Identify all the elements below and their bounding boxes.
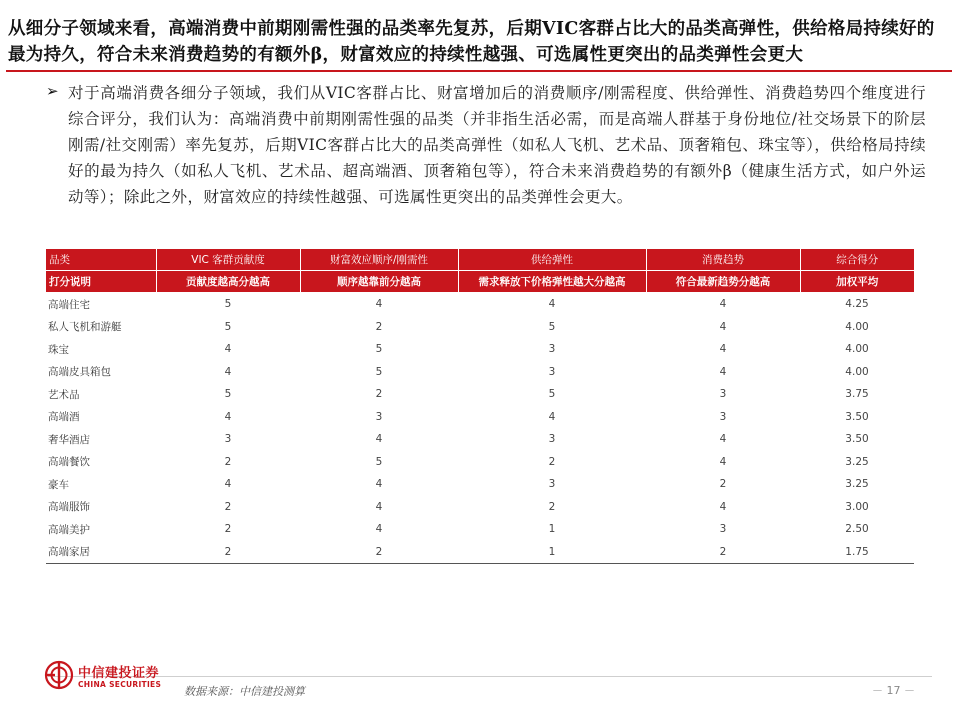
header-category: 品类 [46, 249, 156, 271]
subheader-wealth: 顺序越靠前分越高 [300, 271, 458, 293]
cell-category: 高端酒 [48, 411, 80, 424]
header-score: 综合得分 [800, 249, 914, 271]
subheader-trend: 符合最新趋势分越高 [646, 271, 800, 293]
cell-score: 3.25 [845, 478, 869, 491]
headline-divider [6, 70, 952, 72]
arrow-bullet-icon: ➢ [46, 82, 59, 100]
table-row [46, 338, 914, 361]
table-row [46, 451, 914, 474]
cell-vic: 5 [224, 298, 232, 311]
table-row [46, 361, 914, 384]
cell-vic: 5 [224, 388, 232, 401]
cell-trend: 2 [646, 541, 800, 564]
cell-category: 艺术品 [48, 388, 80, 401]
cell-wealth: 4 [375, 523, 383, 536]
cell-wealth: 4 [375, 298, 383, 311]
cell-wealth: 4 [375, 500, 383, 513]
cell-supply: 2 [548, 455, 556, 468]
cell-wealth: 4 [375, 478, 383, 491]
logo-english-name: CHINA SECURITIES [78, 680, 162, 689]
table-row [46, 541, 914, 564]
table-row [46, 496, 914, 519]
subheader-category: 打分说明 [46, 271, 156, 293]
cell-trend: 4 [719, 500, 727, 513]
logo-chinese-name: 中信建投证券 [78, 666, 160, 681]
cell-supply: 4 [548, 298, 556, 311]
cell-category: 高端家居 [46, 541, 156, 564]
cell-score: 4.00 [845, 365, 869, 378]
cell-supply: 4 [548, 410, 556, 423]
cell-score: 2.50 [845, 523, 869, 536]
page-number: － 17 － [872, 684, 915, 697]
bullet-paragraph [46, 80, 926, 210]
cell-trend: 3 [719, 410, 727, 423]
table-header-row [46, 249, 914, 271]
cell-vic: 4 [224, 343, 232, 356]
cell-vic: 4 [224, 365, 232, 378]
bullet-text: 对于高端消费各细分子领域，我们从VIC客群占比、财富增加后的消费顺序/刚需程度、供给弹性、消费趋势四个维度进行综合评分，我们认为：高端消费中前期刚需性强的品类（并非指生活必需，而是高端人群基于身份地位/社交场景下的阶层刚需/社交刚需）率先复苏，后期VIC客群占比大的品类高弹性（如私人飞机、艺术品、顶奢箱包、珠宝等），供给格局持续好的最为持久（如私人飞机、艺术品、超高端酒、顶奢箱包等），符合未来消费趋势的有额外β（健康生活方式，如户外运动等）；除此之外，财富效应的持续性越强、可选属性更突出的品类弹性会更大。 [68, 84, 926, 206]
header-vic: VIC 客群贡献度 [156, 249, 300, 271]
cell-category: 高端住宅 [48, 298, 90, 311]
table-row [46, 473, 914, 496]
cell-vic: 4 [224, 478, 232, 491]
table-body [46, 293, 914, 564]
cell-vic: 3 [224, 433, 232, 446]
table-row [46, 518, 914, 541]
subheader-score: 加权平均 [800, 271, 914, 293]
cell-wealth: 3 [375, 410, 383, 423]
cell-category: 高端餐饮 [48, 456, 90, 469]
cell-wealth: 4 [375, 433, 383, 446]
cell-wealth: 2 [375, 320, 383, 333]
table-row [46, 293, 914, 316]
cell-wealth: 5 [375, 455, 383, 468]
cell-supply: 3 [548, 478, 556, 491]
cell-supply: 1 [548, 523, 556, 536]
header-supply: 供给弹性 [458, 249, 646, 271]
cell-score: 3.25 [845, 455, 869, 468]
table-row [46, 383, 914, 406]
cell-vic: 2 [224, 500, 232, 513]
cell-supply: 3 [548, 343, 556, 356]
cell-wealth: 5 [375, 343, 383, 356]
data-source-note: 数据来源：中信建投测算 [184, 685, 305, 698]
company-logo [44, 660, 174, 700]
cell-vic: 5 [224, 320, 232, 333]
cell-category: 私人飞机和游艇 [48, 321, 122, 334]
header-wealth: 财富效应顺序/刚需性 [300, 249, 458, 271]
cell-category: 高端服饰 [48, 501, 90, 514]
cell-score: 1.75 [800, 541, 914, 564]
table-subheader-row [46, 271, 914, 293]
cell-score: 3.50 [845, 433, 869, 446]
cell-wealth: 2 [300, 541, 458, 564]
subheader-vic: 贡献度越高分越高 [156, 271, 300, 293]
logo-mark-icon [44, 660, 74, 690]
cell-trend: 4 [719, 365, 727, 378]
cell-supply: 2 [548, 500, 556, 513]
cell-supply: 3 [548, 365, 556, 378]
cell-trend: 3 [719, 388, 727, 401]
cell-supply: 1 [458, 541, 646, 564]
footer-divider [48, 676, 932, 677]
cell-trend: 4 [719, 455, 727, 468]
header-trend: 消费趋势 [646, 249, 800, 271]
cell-trend: 2 [719, 478, 727, 491]
cell-wealth: 5 [375, 365, 383, 378]
cell-score: 4.00 [845, 343, 869, 356]
score-table [46, 249, 914, 564]
table-row [46, 406, 914, 429]
cell-trend: 4 [719, 298, 727, 311]
cell-score: 3.75 [845, 388, 869, 401]
cell-score: 4.25 [845, 298, 869, 311]
table-row [46, 316, 914, 339]
cell-score: 3.50 [845, 410, 869, 423]
cell-trend: 3 [719, 523, 727, 536]
cell-vic: 2 [156, 541, 300, 564]
cell-category: 高端皮具箱包 [48, 366, 111, 379]
cell-category: 奢华酒店 [48, 433, 90, 446]
cell-category: 珠宝 [48, 343, 69, 356]
cell-supply: 3 [548, 433, 556, 446]
cell-score: 4.00 [845, 320, 869, 333]
cell-trend: 4 [719, 320, 727, 333]
cell-trend: 4 [719, 433, 727, 446]
table-row [46, 428, 914, 451]
cell-score: 3.00 [845, 500, 869, 513]
cell-wealth: 2 [375, 388, 383, 401]
cell-vic: 2 [224, 523, 232, 536]
cell-supply: 5 [548, 320, 556, 333]
cell-vic: 2 [224, 455, 232, 468]
cell-category: 高端美护 [48, 523, 90, 536]
page-headline: 从细分子领域来看，高端消费中前期刚需性强的品类率先复苏，后期VIC客群占比大的品类高弹性，供给格局持续好的最为持久，符合未来消费趋势的有额外β，财富效应的持续性越强、可选属性更突出的品类弹性会更大 [8, 19, 935, 65]
cell-category: 豪车 [48, 478, 69, 491]
subheader-supply: 需求释放下价格弹性越大分越高 [458, 271, 646, 293]
cell-trend: 4 [719, 343, 727, 356]
cell-supply: 5 [548, 388, 556, 401]
cell-vic: 4 [224, 410, 232, 423]
